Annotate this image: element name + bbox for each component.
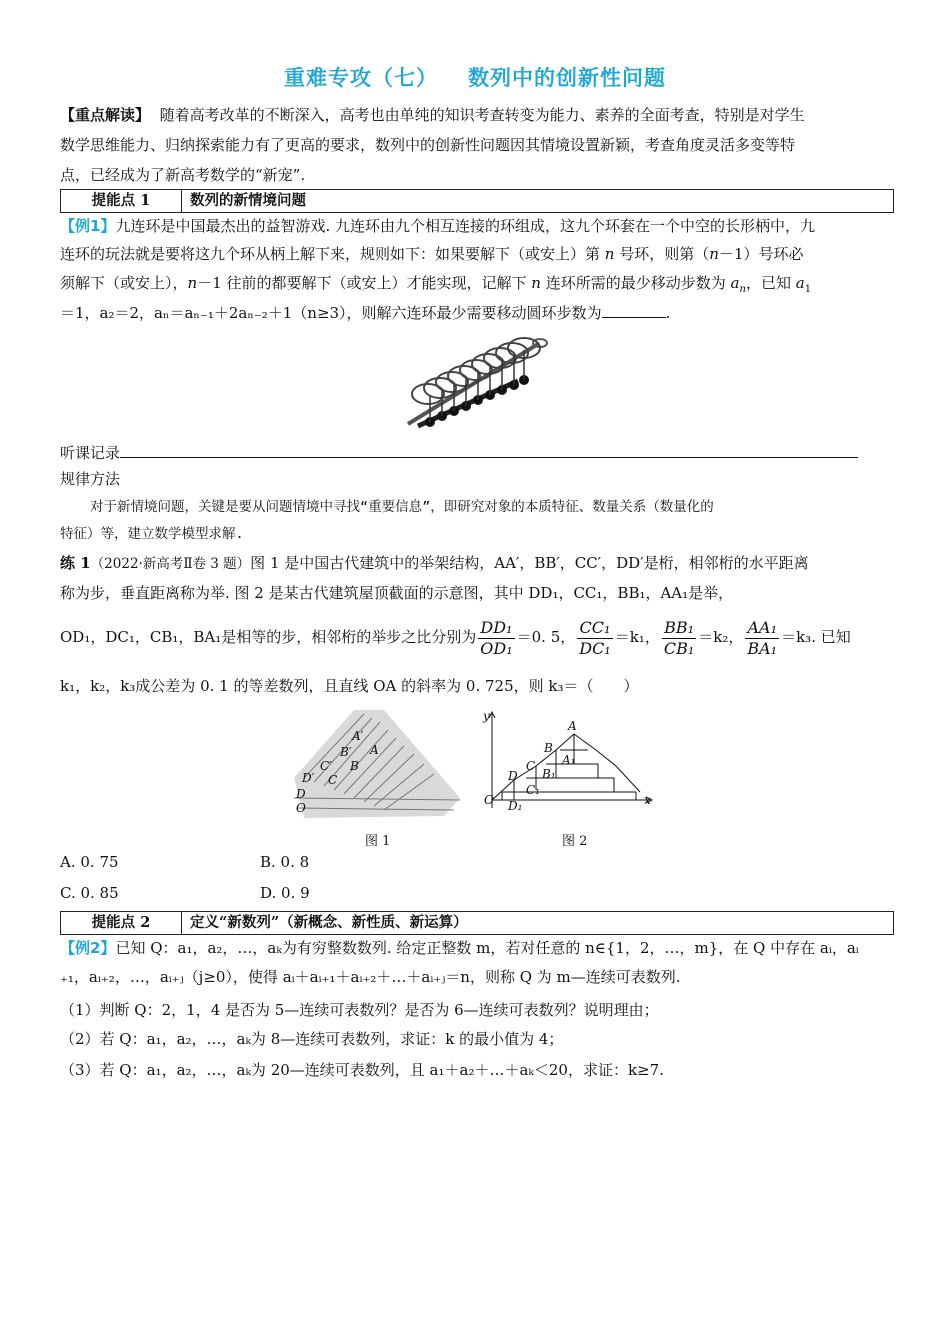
fraction-bb-cb bbox=[662, 618, 696, 659]
intro-line1: 随着高考改革的不断深入，高考也由单纯的知识考查转变为能力、素养的全面考查，特别是对学生 bbox=[159, 106, 805, 124]
practice1-label: 练 1 bbox=[60, 554, 91, 572]
page-title bbox=[0, 62, 950, 92]
point2-text: 定义“新数列”（新概念、新性质、新运算） bbox=[190, 914, 468, 931]
intro-line2: 数学思维能力、归纳探索能力有了更高的要求，数列中的创新性问题因其情境设置新颖，考查角度灵活多变等特 bbox=[60, 136, 796, 154]
ex1-line3: 须解下（或安上），n－1 往前的都要解下（或安上）才能实现，记解下 n 连环所需的最少移动步数为 $a_n$，已知 $a_1$ bbox=[60, 274, 812, 295]
point1-label: 提能点 1 bbox=[61, 190, 182, 212]
practice1-text1: 图 1 是中国古代建筑中的举架结构，AA′，BB′，CC′，DD′是桁，相邻桁的水平距离 bbox=[250, 554, 809, 572]
ex2-line1 bbox=[60, 935, 900, 961]
listen-label: 听课记录 bbox=[60, 444, 121, 462]
axis-label-x: x bbox=[644, 793, 651, 807]
fraction-dd-od bbox=[478, 618, 514, 659]
ex2-tag: 【例2】 bbox=[60, 939, 116, 957]
photo-label: O bbox=[296, 801, 306, 815]
point-label-c1: C₁ bbox=[526, 783, 540, 797]
point-label-b: B bbox=[544, 741, 553, 755]
practice1-text3a: OD₁，DC₁，CB₁，BA₁是相等的步，相邻桁的举步之比分别为 bbox=[60, 628, 477, 646]
ex1-line1 bbox=[60, 213, 815, 239]
point-label-d: D bbox=[508, 769, 518, 783]
option-c[interactable]: C. 0. 85 bbox=[60, 884, 119, 902]
method-text2: 特征）等，建立数学模型求解. bbox=[60, 526, 244, 542]
figure1-roof-photo bbox=[294, 708, 460, 820]
frac-num: AA₁ bbox=[745, 618, 779, 639]
practice1-line3 bbox=[60, 612, 851, 662]
ex1-text3a: 须解下（或安上）， bbox=[60, 274, 188, 292]
point2-box bbox=[60, 911, 894, 935]
method-heading: 规律方法 bbox=[60, 470, 121, 488]
practice1-line1 bbox=[60, 550, 809, 577]
photo-label: C bbox=[328, 773, 338, 787]
ex2-question2: （2）若 Q：a₁，a₂，…，aₖ为 8—连续可表数列，求证：k 的最小值为 4； bbox=[60, 1030, 564, 1048]
intro-label: 【重点解读】 bbox=[60, 106, 151, 124]
listen-record bbox=[60, 440, 858, 466]
frac-num: DD₁ bbox=[478, 618, 514, 639]
photo-label: A bbox=[370, 743, 379, 757]
ex1-text2c: －1）号环必 bbox=[718, 245, 804, 263]
practice1-text3b: ＝0. 5， bbox=[516, 628, 576, 646]
intro-line3: 点，已经成为了新高考数学的“新宠”. bbox=[60, 166, 306, 184]
figure2-caption: 图 2 bbox=[562, 834, 588, 849]
point-label-a1: A₁ bbox=[562, 753, 576, 767]
point2-label: 提能点 2 bbox=[61, 912, 182, 934]
point-label-a: A bbox=[568, 719, 577, 733]
fraction-aa-ba bbox=[745, 618, 779, 659]
option-d[interactable]: D. 0. 9 bbox=[260, 884, 310, 902]
point-label-d1: D₁ bbox=[508, 799, 523, 813]
ex1-text3d: ，已知 bbox=[745, 274, 791, 292]
point1-box bbox=[60, 189, 894, 213]
point1-text: 数列的新情境问题 bbox=[190, 192, 306, 209]
ex1-text1: 九连环是中国最杰出的益智游戏. 九连环由九个相互连接的环组成，这九个环套在一个中空的长形柄中，九 bbox=[115, 217, 815, 235]
photo-label: A′ bbox=[352, 729, 364, 743]
point-label-b1: B₁ bbox=[542, 767, 556, 781]
ex1-line2: 连环的玩法就是要将这九个环从柄上解下来，规则如下：如果要解下（或安上）第 n 号环，则第（n－1）号环必 bbox=[60, 245, 804, 263]
ex1-text3b: －1 往前的都要解下（或安上）才能实现，记解下 bbox=[197, 274, 527, 292]
ex1-text2b: 号环，则第（ bbox=[619, 245, 710, 263]
photo-label: B bbox=[350, 759, 359, 773]
ex2-text1: 已知 Q：a₁，a₂，…，aₖ为有穷整数数列. 给定正整数 m，若对任意的 n∈{1，2，…，m}，在 Q 中存在 aᵢ，aᵢ bbox=[115, 939, 859, 957]
ex1-text4-end: . bbox=[665, 304, 671, 322]
frac-num: BB₁ bbox=[662, 618, 696, 639]
point-label-o: O bbox=[484, 793, 494, 807]
point-label-c: C bbox=[526, 759, 536, 773]
photo-label: C′ bbox=[320, 759, 332, 773]
frac-den: DC₁ bbox=[579, 638, 611, 658]
fraction-cc-dc bbox=[577, 618, 612, 659]
option-a[interactable]: A. 0. 75 bbox=[60, 853, 119, 871]
ex1-text2a: 连环的玩法就是要将这九个环从柄上解下来，规则如下：如果要解下（或安上）第 bbox=[60, 245, 601, 263]
nine-rings-illustration bbox=[398, 336, 553, 436]
option-b[interactable]: B. 0. 8 bbox=[260, 853, 310, 871]
practice1-text3c: ＝k₁， bbox=[614, 628, 660, 646]
listen-line[interactable] bbox=[120, 443, 858, 458]
photo-label: B′ bbox=[340, 745, 352, 759]
title-right: 数列中的创新性问题 bbox=[468, 66, 666, 90]
practice1-text3e: ＝k₃. 已知 bbox=[781, 628, 851, 646]
method-text1: 对于新情境问题，关键是要从问题情境中寻找“重要信息”，即研究对象的本质特征、数量关系（数量化的 bbox=[90, 499, 714, 515]
frac-num: CC₁ bbox=[577, 618, 612, 639]
intro-paragraph bbox=[60, 100, 890, 190]
frac-den: BA₁ bbox=[747, 638, 778, 658]
ex1-text3c: 连环所需的最少移动步数为 bbox=[545, 274, 726, 292]
title-left: 重难专攻（七） bbox=[284, 66, 438, 90]
answer-blank[interactable] bbox=[602, 303, 666, 318]
ex2-question3: （3）若 Q：a₁，a₂，…，aₖ为 20—连续可表数列，且 a₁＋a₂＋…＋aₖ＜20，求证：k≥7. bbox=[60, 1061, 664, 1079]
photo-label: D bbox=[296, 787, 306, 801]
frac-den: OD₁ bbox=[480, 638, 513, 658]
figure2-cross-section bbox=[480, 708, 660, 814]
ex2-question1: （1）判断 Q：2，1，4 是否为 5—连续可表数列？是否为 6—连续可表数列？说明理由； bbox=[60, 1001, 659, 1019]
practice1-text3d: ＝k₂， bbox=[698, 628, 744, 646]
practice1-text4: k₁，k₂，k₃成公差为 0. 1 的等差数列，且直线 OA 的斜率为 0. 725，则 k₃＝（ ） bbox=[60, 677, 639, 695]
ex2-text2: ₊₁，aᵢ₊₂，…，aᵢ₊ⱼ（j≥0），使得 aᵢ＋aᵢ₊₁＋aᵢ₊₂＋…＋aᵢ₊ⱼ＝n，则称 Q 为 m—连续可表数列. bbox=[60, 968, 681, 986]
ex1-text4: ＝1，a₂＝2，aₙ＝aₙ₋₁＋2aₙ₋₂＋1（n≥3），则解六连环最少需要移动圆环步数为 bbox=[60, 304, 602, 322]
ex1-line4 bbox=[60, 300, 670, 326]
axis-label-y: y bbox=[483, 709, 490, 723]
photo-label: D′ bbox=[302, 771, 315, 785]
figure1-caption: 图 1 bbox=[365, 834, 391, 849]
ex1-tag: 【例1】 bbox=[60, 217, 116, 235]
frac-den: CB₁ bbox=[663, 638, 695, 658]
practice1-source: （2022·新高考Ⅱ卷 3 题） bbox=[90, 556, 251, 572]
practice1-text2: 称为步，垂直距离称为举. 图 2 是某古代建筑屋顶截面的示意图，其中 DD₁，CC₁，BB₁，AA₁是举， bbox=[60, 584, 734, 602]
